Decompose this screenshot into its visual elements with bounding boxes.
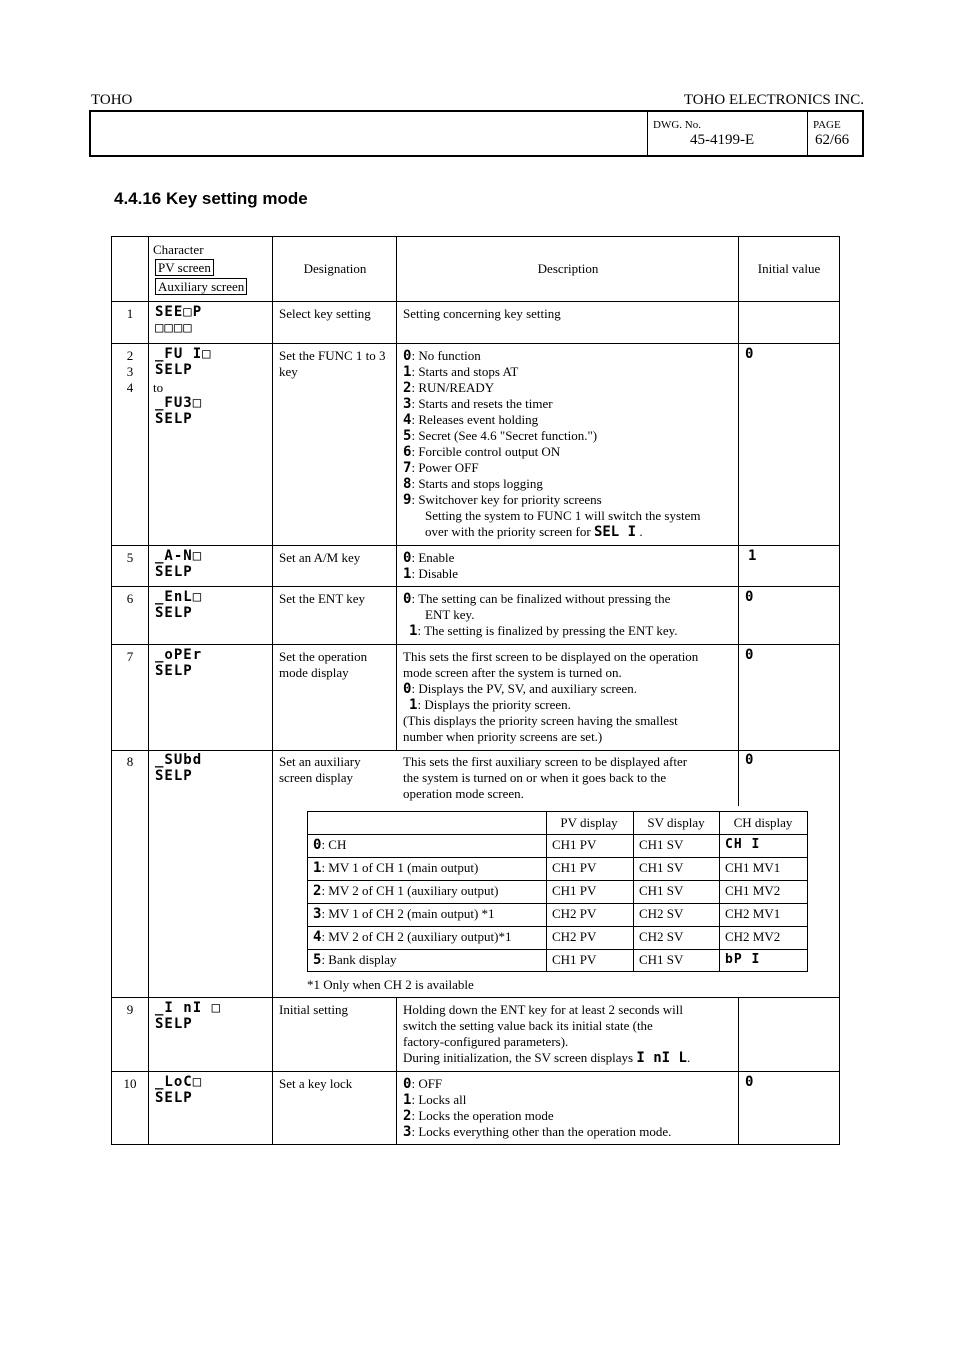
description	[403, 1002, 737, 1066]
designation: Set an auxiliary screen display	[279, 754, 361, 785]
subtable-cell-pv: CH2 PV	[552, 929, 597, 944]
option-text: : MV 2 of CH 2 (auxiliary output)*1	[321, 929, 512, 944]
option-text: Releases event holding	[418, 412, 539, 427]
option-text: Starts and stops AT	[418, 364, 519, 379]
aux-character: SELP	[155, 768, 193, 784]
range-to: to	[153, 380, 164, 395]
description	[403, 591, 737, 639]
designation: Set the operation mode display	[279, 649, 368, 680]
subtable-cell-pv: CH1 PV	[552, 837, 597, 852]
option-code: 1	[403, 364, 412, 380]
header-aux-screen	[155, 278, 247, 295]
option-code: 3	[403, 396, 412, 412]
desc-line: This sets the first screen to be displayed on the operation	[403, 649, 699, 664]
option-text: Forcible control output ON	[418, 444, 561, 459]
option-code: 1	[409, 697, 418, 713]
subtable-row-label	[313, 929, 512, 945]
option-code: 0	[403, 681, 412, 697]
subtable-cell-sv: CH1 SV	[639, 952, 684, 967]
option-code: 7	[403, 460, 412, 476]
option-item: 1: Starts and stops AT	[403, 364, 519, 380]
option-text: : MV 1 of CH 1 (main output)	[321, 860, 479, 875]
option-list	[403, 348, 737, 508]
option-code: 9	[403, 492, 412, 508]
option-code: 1	[313, 860, 322, 876]
option-code: 1	[403, 566, 412, 582]
aux-character: SELP	[155, 564, 193, 580]
aux-character: SELP	[155, 605, 193, 621]
option-item: 7: Power OFF	[403, 460, 479, 476]
subtable-row-label	[313, 837, 346, 853]
description: Setting concerning key setting	[403, 306, 561, 321]
initial-value: 0	[745, 1074, 755, 1090]
description	[403, 348, 737, 540]
designation: Set the FUNC 1 to 3 key	[279, 348, 386, 379]
designation: Set a key lock	[279, 1076, 353, 1091]
page-number: 62/66	[815, 132, 850, 148]
option-code: 1	[409, 623, 418, 639]
option-code: 6	[403, 444, 412, 460]
option-text: Power OFF	[418, 460, 479, 475]
aux-character: SELP	[155, 1016, 193, 1032]
option-code: 2	[403, 380, 412, 396]
description	[403, 754, 737, 802]
row-number: 5	[126, 550, 134, 565]
subtable-cell-ch: CH I	[725, 837, 761, 852]
designation: Set the ENT key	[279, 591, 366, 606]
pv-screen-label: PV screen	[155, 259, 214, 276]
dwg-number: 45-4199-E	[690, 132, 755, 148]
option-code: 4	[403, 412, 412, 428]
option-text: Switchover key for priority screens	[418, 492, 602, 507]
option-item: 0: The setting can be finalized without pressing the	[403, 591, 671, 607]
note-text: over with the priority screen for	[425, 524, 591, 539]
aux-character: □□□□	[155, 320, 193, 336]
pv-character: _A-N□	[155, 548, 203, 564]
option-text: Enable	[418, 550, 455, 565]
subtable-cell-sv: CH2 SV	[639, 929, 684, 944]
option-code: 5	[313, 952, 322, 968]
option-item: 8: Starts and stops logging	[403, 476, 543, 492]
aux-character: SELP	[155, 362, 193, 378]
option-text: Starts and resets the timer	[418, 396, 553, 411]
pv-character: _FU3□	[155, 395, 203, 411]
designation: Set an A/M key	[279, 550, 361, 565]
desc-text: During initialization, the SV screen displays	[403, 1050, 634, 1065]
option-code: 0	[403, 1076, 412, 1092]
pv-character: _I nI □	[155, 1000, 222, 1016]
row-number: 8	[126, 754, 134, 769]
option-code: 5	[403, 428, 412, 444]
subtable-cell-pv: CH2 PV	[552, 906, 597, 921]
designation: Initial setting	[279, 1002, 348, 1017]
section-title: 4.4.16 Key setting mode	[114, 189, 308, 208]
option-text: : Bank display	[321, 952, 397, 967]
desc-end: .	[686, 1050, 691, 1065]
footnote: *1 Only when CH 2 is available	[307, 977, 474, 992]
subtable-cell-pv: CH1 PV	[552, 860, 597, 875]
dwg-label: DWG. No.	[653, 119, 701, 131]
option-item: 9: Switchover key for priority screens	[403, 492, 602, 508]
initial-value: 0	[745, 346, 755, 362]
option-item: 1: Displays the priority screen.	[409, 697, 571, 713]
pv-character: _LoC□	[155, 1074, 203, 1090]
option-code: 3	[403, 1124, 412, 1140]
subtable-header-ch: CH display	[733, 815, 793, 830]
initial-value: 0	[745, 752, 755, 768]
pv-character: _oPEr	[155, 647, 203, 663]
option-text: No function	[418, 348, 481, 363]
option-code: 1	[403, 1092, 412, 1108]
subtable-cell-ch: CH2 MV1	[725, 906, 781, 921]
desc-line: (This displays the priority screen having the smallest	[403, 713, 678, 728]
subtable-cell-sv: CH1 SV	[639, 860, 684, 875]
option-code: 0	[403, 550, 412, 566]
option-text: The setting is finalized by pressing the ENT key.	[424, 623, 678, 638]
row-number: 7	[126, 649, 134, 664]
note-end: .	[639, 524, 643, 539]
subtable-row-label	[313, 883, 499, 899]
subtable-cell-ch: bP I	[725, 952, 761, 967]
option-item: 0: Displays the PV, SV, and auxiliary screen.	[403, 681, 638, 697]
option-text: Locks the operation mode	[418, 1108, 554, 1123]
pv-character: SEE□P	[155, 304, 203, 320]
row-number: 9	[126, 1002, 134, 1017]
subtable-cell-ch: CH2 MV2	[725, 929, 781, 944]
option-item: 0: Enable	[403, 550, 455, 566]
description	[403, 550, 458, 582]
option-code: 3	[313, 906, 322, 922]
initial-value: 0	[745, 647, 755, 663]
option-text: : MV 1 of CH 2 (main output) *1	[321, 906, 495, 921]
option-text: Locks all	[418, 1092, 467, 1107]
option-text: : CH	[321, 837, 347, 852]
pv-character: _SUbd	[155, 752, 203, 768]
note-line: Setting the system to FUNC 1 will switch the system	[425, 508, 701, 523]
note-line	[403, 524, 737, 540]
option-code: 8	[403, 476, 412, 492]
option-text: OFF	[418, 1076, 443, 1091]
seg-code: I nI L	[636, 1050, 687, 1066]
option-item: 3: Starts and resets the timer	[403, 396, 553, 412]
aux-character: SELP	[155, 663, 193, 679]
header-description: Description	[537, 261, 599, 276]
subtable-cell-pv: CH1 PV	[552, 952, 597, 967]
desc-line: operation mode screen.	[403, 786, 524, 801]
subtable-header-pv: PV display	[560, 815, 618, 830]
option-text: Starts and stops logging	[418, 476, 543, 491]
row-number: 6	[126, 591, 134, 606]
option-item: 5: Secret (See 4.6 "Secret function.")	[403, 428, 598, 444]
option-text: Secret (See 4.6 "Secret function.")	[418, 428, 598, 443]
desc-line: Holding down the ENT key for at least 2 seconds will	[403, 1002, 683, 1017]
option-item: 2: RUN/READY	[403, 380, 495, 396]
subtable-cell-ch: CH1 MV1	[725, 860, 781, 875]
option-text: Disable	[418, 566, 459, 581]
desc-line: the system is turned on or when it goes back to the	[403, 770, 667, 785]
designation: Select key setting	[279, 306, 371, 321]
option-item: 0: OFF	[403, 1076, 443, 1092]
option-text: : MV 2 of CH 1 (auxiliary output)	[321, 883, 499, 898]
option-item: 3: Locks everything other than the operation mode.	[403, 1124, 672, 1140]
option-code: 0	[403, 348, 412, 364]
aux-character: SELP	[155, 411, 193, 427]
seg-code: SEL I	[593, 524, 637, 540]
option-continuation: ENT key.	[425, 607, 475, 622]
row-number: 10	[123, 1076, 137, 1091]
company-full: TOHO ELECTRONICS INC.	[683, 92, 864, 108]
description	[403, 649, 737, 745]
desc-line: This sets the first auxiliary screen to be displayed after	[403, 754, 688, 769]
subtable-row-label	[313, 906, 495, 922]
subtable-row-label	[313, 860, 478, 876]
option-code: 0	[403, 591, 412, 607]
desc-line	[403, 1050, 737, 1066]
pv-character: _FU I□	[155, 346, 212, 362]
subtable-cell-pv: CH1 PV	[552, 883, 597, 898]
option-code: 4	[313, 929, 322, 945]
subtable-cell-sv: CH1 SV	[639, 883, 684, 898]
option-code: 2	[403, 1108, 412, 1124]
option-code: 2	[313, 883, 322, 899]
option-code: 0	[313, 837, 322, 853]
initial-value: 0	[745, 589, 755, 605]
aux-character: SELP	[155, 1090, 193, 1106]
initial-value: 1	[748, 548, 758, 564]
subtable-row-label	[313, 952, 397, 968]
option-item: 1: Locks all	[403, 1092, 467, 1108]
option-text: The setting can be finalized without pressing the	[418, 591, 671, 606]
header-designation: Designation	[303, 261, 367, 276]
header-character: Character	[153, 242, 204, 257]
header-initial-value: Initial value	[757, 261, 821, 276]
option-text: Displays the priority screen.	[424, 697, 571, 712]
desc-line: number when priority screens are set.)	[403, 729, 603, 744]
description	[403, 1076, 737, 1140]
option-item: 6: Forcible control output ON	[403, 444, 561, 460]
header-pv-screen	[155, 259, 214, 276]
subtable-header-sv: SV display	[647, 815, 705, 830]
desc-line: mode screen after the system is turned on.	[403, 665, 622, 680]
subtable-cell-sv: CH2 SV	[639, 906, 684, 921]
company-short: TOHO	[91, 92, 133, 108]
option-item: 4: Releases event holding	[403, 412, 539, 428]
row-number: 1	[126, 306, 134, 321]
row-number: 2 3 4	[126, 348, 134, 395]
option-text: Locks everything other than the operation mode.	[418, 1124, 672, 1139]
subtable-cell-ch: CH1 MV2	[725, 883, 781, 898]
pv-character: _EnL□	[155, 589, 203, 605]
option-item: 1: Disable	[403, 566, 459, 582]
desc-line: factory-configured parameters).	[403, 1034, 569, 1049]
option-text: RUN/READY	[418, 380, 495, 395]
option-item: 0: No function	[403, 348, 481, 364]
option-item: 1: The setting is finalized by pressing the ENT key.	[409, 623, 678, 639]
subtable-cell-sv: CH1 SV	[639, 837, 684, 852]
option-item: 2: Locks the operation mode	[403, 1108, 554, 1124]
option-text: Displays the PV, SV, and auxiliary screen.	[418, 681, 638, 696]
aux-screen-label: Auxiliary screen	[155, 278, 247, 295]
desc-line: switch the setting value back its initial state (the	[403, 1018, 653, 1033]
page-label: PAGE	[813, 119, 841, 131]
